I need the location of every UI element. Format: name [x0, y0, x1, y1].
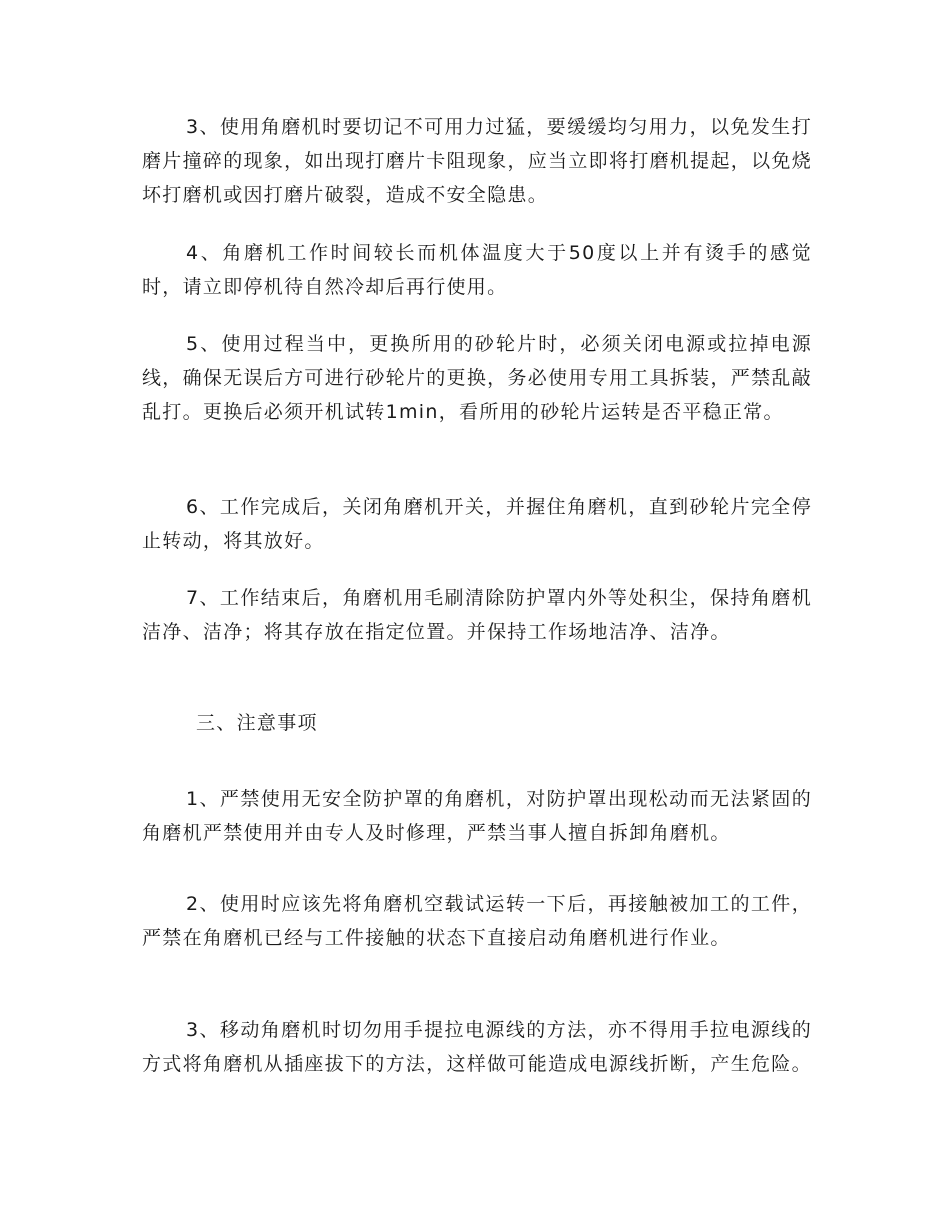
note-2: 2、使用时应该先将角磨机空载试运转一下后，再接触被加工的工件，严禁在角磨机已经与工件接触的状态下直接启动角磨机进行作业。 [142, 893, 812, 949]
note-1: 1、严禁使用无安全防护罩的角磨机，对防护罩出现松动而无法紧固的角磨机严禁使用并由专人及时修理，严禁当事人擅自拆卸角磨机。 [142, 788, 812, 844]
paragraph-5: 5、使用过程当中，更换所用的砂轮片时，必须关闭电源或拉掉电源线，确保无误后方可进行砂轮片的更换，务必使用专用工具拆装，严禁乱敲乱打。更换后必须开机试转1min，看所用的砂轮片运转是否平稳正常。 [142, 333, 812, 423]
paragraph-4: 4、角磨机工作时间较长而机体温度大于50度以上并有烫手的感觉时，请立即停机待自然冷却后再行使用。 [142, 242, 812, 298]
paragraph-7: 7、工作结束后，角磨机用毛刷清除防护罩内外等处积尘，保持角磨机洁净、洁净；将其存放在指定位置。并保持工作场地洁净、洁净。 [142, 587, 812, 643]
note-3: 3、移动角磨机时切勿用手提拉电源线的方法，亦不得用手拉电源线的方式将角磨机从插座拔下的方法，这样做可能造成电源线折断，产生危险。 [142, 1019, 812, 1075]
section-heading: 三、注意事项 [196, 712, 318, 734]
paragraph-3: 3、使用角磨机时要切记不可用力过猛，要缓缓均匀用力，以免发生打磨片撞碎的现象，如出现打磨片卡阻现象，应当立即将打磨机提起，以免烧坏打磨机或因打磨片破裂，造成不安全隐患。 [142, 116, 812, 206]
paragraph-6: 6、工作完成后，关闭角磨机开关，并握住角磨机，直到砂轮片完全停止转动，将其放好。 [142, 496, 812, 552]
